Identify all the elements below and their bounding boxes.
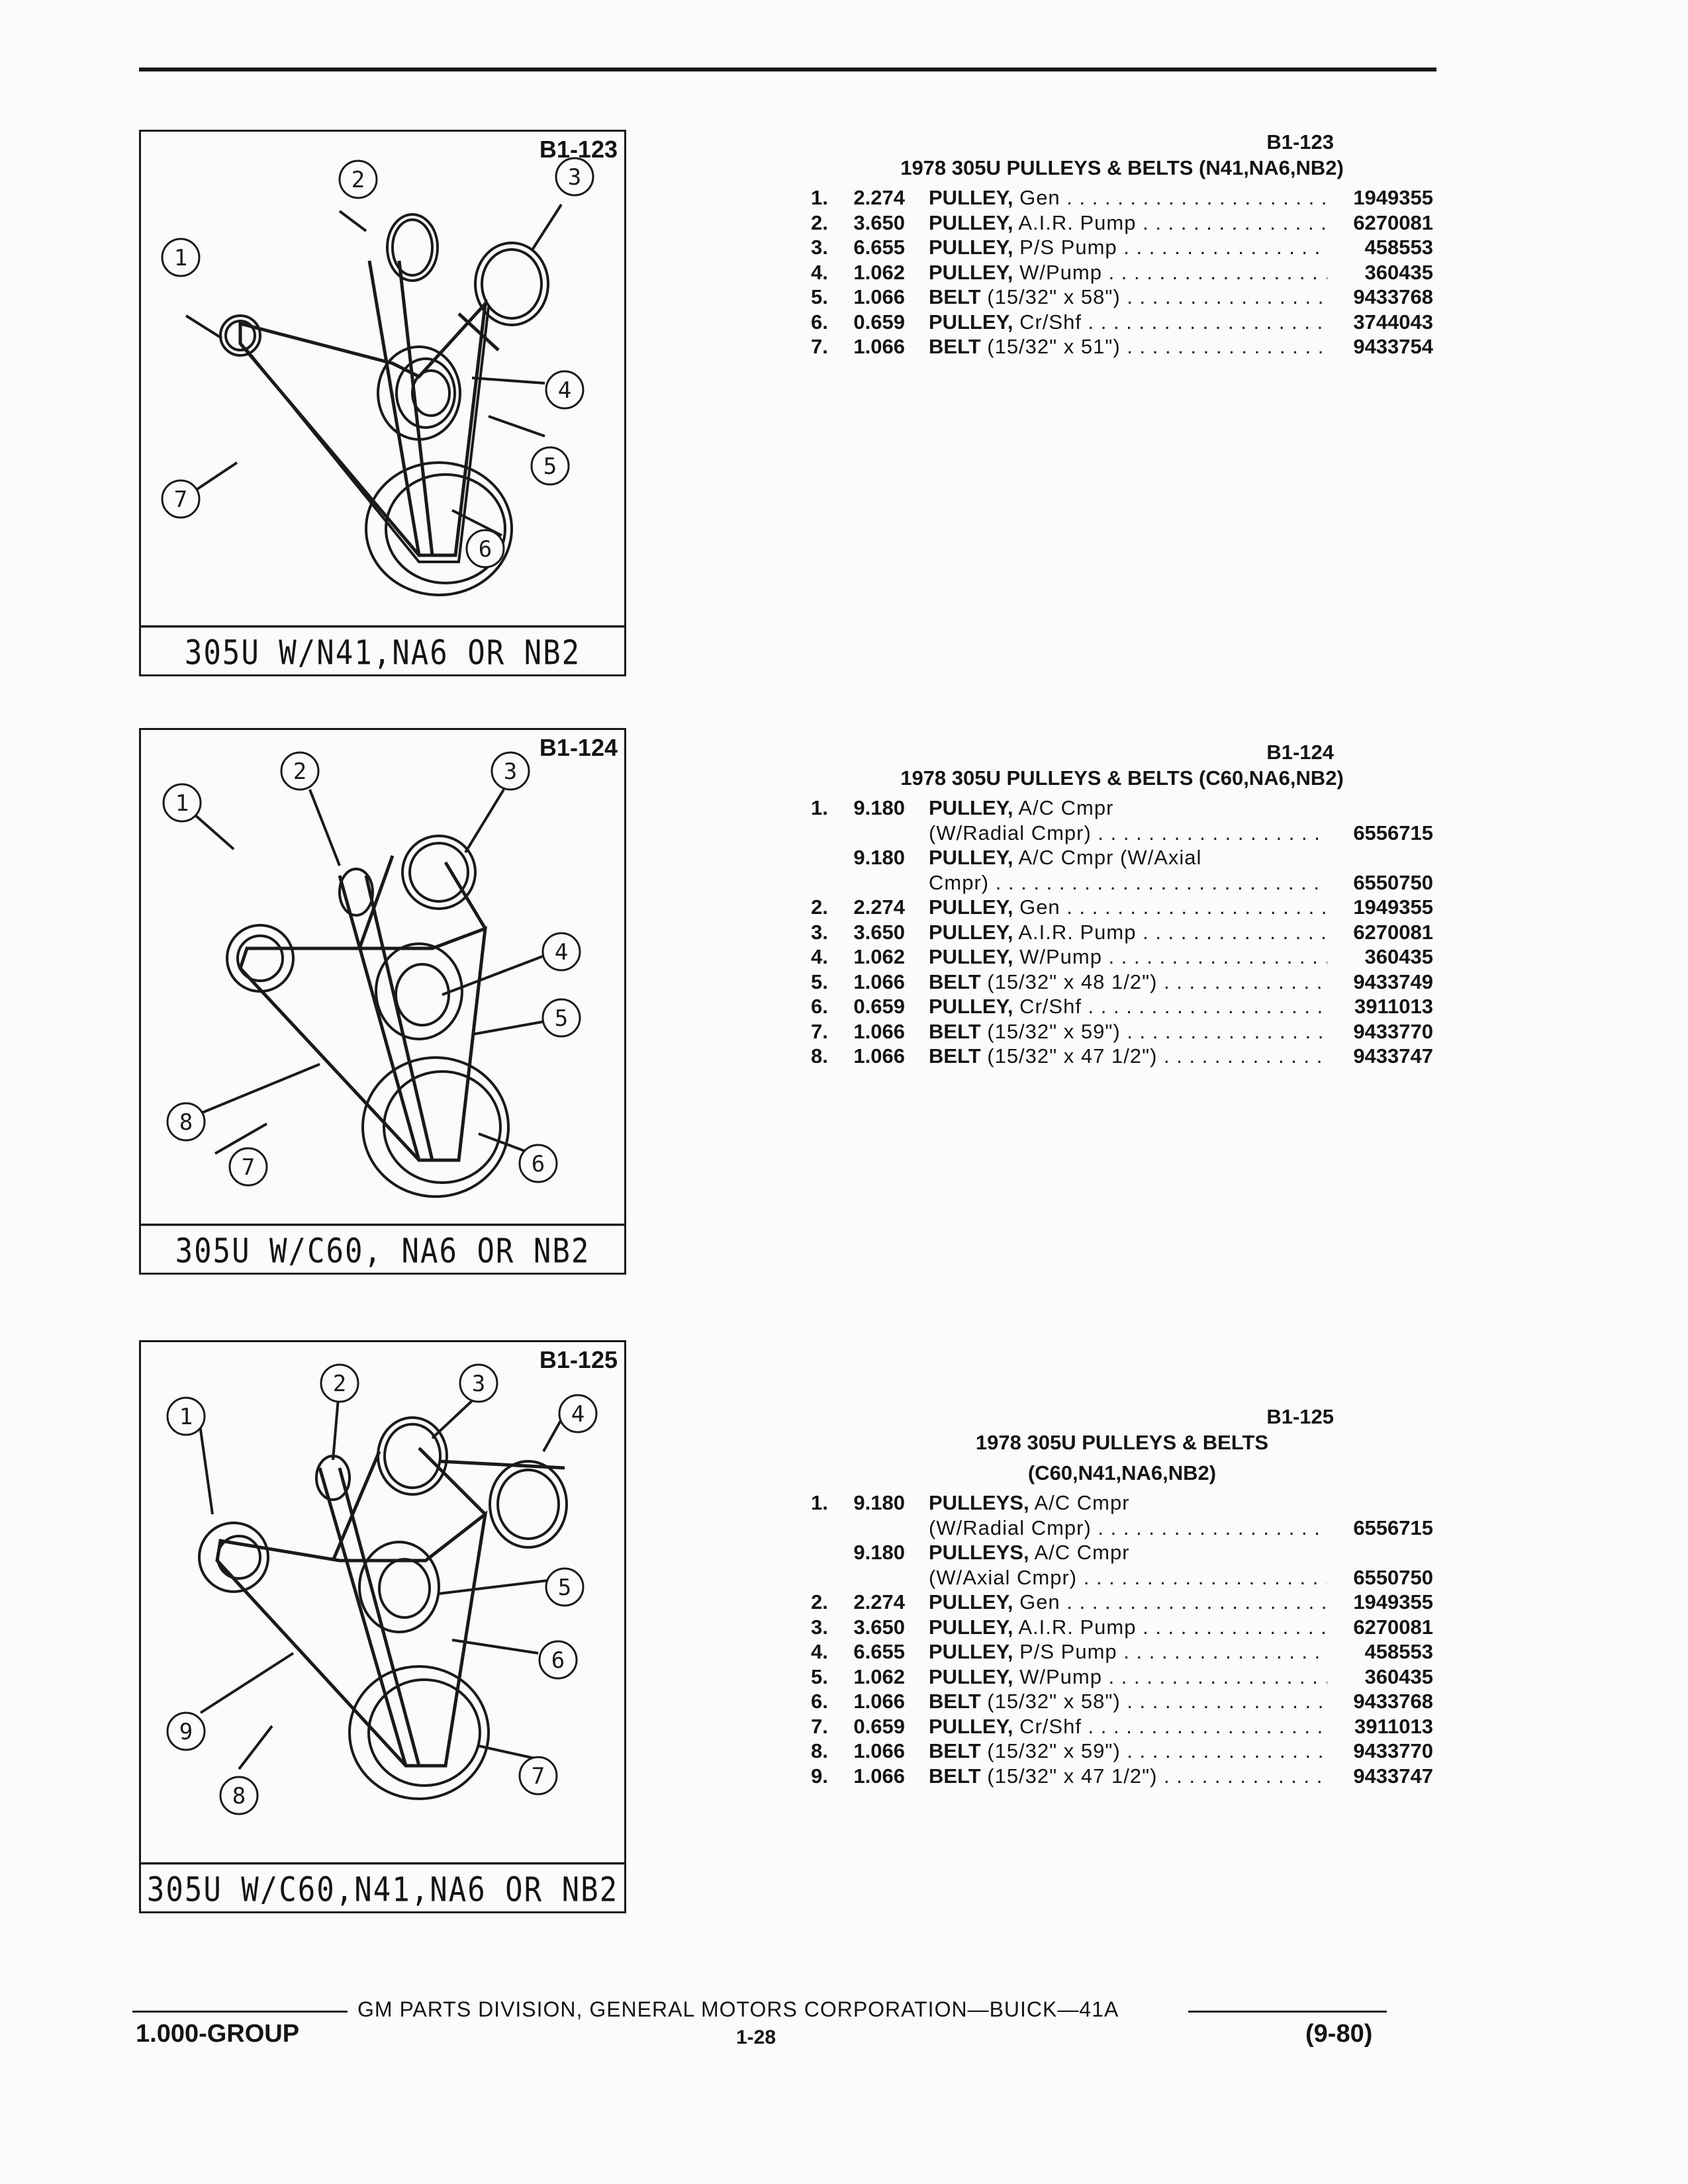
item-detail: A/C Cmpr (W/Axial [1013,846,1202,869]
item-group-number: 1.062 [853,1664,905,1688]
item-description [929,235,1327,260]
callout-7: 7 [531,1763,545,1790]
callout-4: 4 [554,939,569,966]
figure-id: B1-124 [539,734,618,761]
parts-row [811,920,1433,945]
item-label: PULLEY, [929,1664,1013,1688]
item-group-number: 1.066 [853,1019,905,1043]
item-group-number: 6.655 [853,1640,905,1663]
callout-4: 4 [557,377,572,404]
item-part-number: 9433747 [1353,1044,1433,1068]
item-detail: (15/32" x 47 1/2") [980,1044,1158,1068]
pulley-diagram-b1-125 [141,1342,624,1865]
parts-row [811,235,1433,260]
parts-row [811,944,1433,970]
item-group-number: 3.650 [853,210,905,234]
item-number: 8. [811,1044,828,1068]
item-detail: W/Pump [1013,1664,1102,1688]
parts-row [811,1590,1433,1615]
item-label: PULLEY, [929,1640,1013,1663]
item-description [929,1516,1327,1541]
item-description [929,994,1327,1019]
item-description [929,970,1327,995]
item-group-number: 0.659 [853,1714,905,1738]
item-group-number: 3.650 [853,1615,905,1639]
parts-row [811,1044,1433,1069]
item-detail: Gen [1013,186,1060,209]
item-number: 1. [811,1491,828,1514]
callout-6: 6 [478,536,492,563]
item-detail: A.I.R. Pump [1013,920,1137,944]
parts-row [811,260,1433,285]
item-label: BELT [929,335,981,358]
parts-row [811,1739,1433,1764]
parts-row [811,285,1433,310]
item-detail: A.I.R. Pump [1013,210,1137,234]
item-number: 3. [811,236,828,259]
item-label: BELT [929,1019,981,1043]
item-detail: A.I.R. Pump [1013,1615,1137,1639]
item-number: 4. [811,1640,828,1663]
item-label: BELT [929,970,981,993]
item-description [929,310,1327,335]
item-label: PULLEY, [929,210,1013,234]
pulley-diagram-b1-124 [141,730,624,1226]
parts-row [811,1565,1433,1590]
item-group-number: 1.062 [853,945,905,968]
parts-row [811,1689,1433,1714]
item-number: 2. [811,1590,828,1614]
item-number: 6. [811,995,828,1018]
item-label: PULLEYS, [929,1491,1029,1514]
item-label: PULLEYS, [929,1541,1029,1564]
item-detail: A/C Cmpr [1013,796,1114,819]
figure-caption: 305U W/C60, NA6 OR NB2 [141,1224,624,1276]
item-number: 4. [811,945,828,968]
callout-5: 5 [543,453,557,480]
item-part-number: 9433770 [1353,1739,1433,1762]
item-part-number: 3744043 [1353,310,1433,334]
section-id: B1-124 [1266,741,1334,764]
callout-7: 7 [241,1154,256,1181]
item-description [929,1590,1327,1615]
item-group-number: 2.274 [853,1590,905,1614]
item-number: 1. [811,186,828,209]
item-number: 3. [811,1615,828,1639]
item-detail: (15/32" x 58") [980,1690,1121,1713]
item-description [929,796,1327,821]
figure-caption: 305U W/C60,N41,NA6 OR NB2 [141,1862,624,1915]
item-label: PULLEY, [929,236,1013,259]
callout-8: 8 [179,1109,193,1136]
item-description [929,1490,1327,1516]
item-label: BELT [929,1690,981,1713]
callout-6: 6 [531,1151,545,1177]
callout-3: 3 [503,758,518,785]
item-description [929,210,1327,236]
item-part-number: 6270081 [1353,920,1433,944]
parts-row [811,310,1433,335]
item-label: PULLEY, [929,310,1013,334]
parts-row [811,1639,1433,1664]
item-detail: P/S Pump [1013,1640,1117,1663]
item-group-number: 0.659 [853,995,905,1018]
item-part-number: 6270081 [1353,210,1433,234]
item-label: PULLEY, [929,260,1013,284]
callout-5: 5 [554,1005,569,1032]
item-number: 5. [811,285,828,308]
parts-row [811,1714,1433,1739]
item-detail: (15/32" x 48 1/2") [980,970,1158,993]
parts-row [811,1490,1433,1516]
parts-row [811,1540,1433,1565]
section-id: B1-123 [1266,130,1334,154]
item-group-number: 9.180 [853,846,905,869]
item-detail: A/C Cmpr [1029,1491,1130,1514]
item-detail: (15/32" x 58") [980,285,1121,308]
item-part-number: 360435 [1364,945,1433,968]
item-detail: Gen [1013,1590,1060,1614]
item-number: 5. [811,970,828,993]
figure-b1-124 [139,728,626,1275]
item-number: 1. [811,796,828,819]
item-part-number: 9433768 [1353,1690,1433,1713]
item-description [929,920,1327,945]
footer-page-number: 1-28 [736,2026,776,2048]
section-id: B1-125 [1266,1405,1334,1428]
callout-2: 2 [351,167,365,193]
item-description [929,260,1327,285]
callout-6: 6 [551,1647,565,1674]
item-group-number: 1.066 [853,285,905,308]
item-part-number: 6550750 [1353,1565,1433,1589]
item-label: PULLEY, [929,995,1013,1018]
item-detail: Cr/Shf [1013,1714,1082,1738]
item-description [929,1689,1327,1714]
callout-1: 1 [175,790,189,817]
item-label: BELT [929,1739,981,1762]
item-detail: Cr/Shf [1013,310,1082,334]
item-number: 2. [811,895,828,919]
item-number: 5. [811,1664,828,1688]
item-group-number: 2.274 [853,895,905,919]
callout-4: 4 [571,1401,585,1428]
parts-row [811,1764,1433,1789]
parts-row [811,994,1433,1019]
section-title: 1978 305U PULLEYS & BELTS (C60,NA6,NB2) [900,766,1344,790]
item-part-number: 6556715 [1353,1516,1433,1539]
item-number: 6. [811,310,828,334]
item-number: 7. [811,1714,828,1738]
figure-b1-125 [139,1340,626,1913]
item-description [929,1615,1327,1640]
callout-7: 7 [173,486,188,513]
item-detail: (W/Axial Cmpr) [929,1565,1078,1589]
item-label: PULLEY, [929,945,1013,968]
item-label: BELT [929,1764,981,1788]
callout-3: 3 [471,1371,486,1397]
item-group-number: 0.659 [853,310,905,334]
footer-date: (9-80) [1305,2020,1373,2048]
item-description [929,870,1327,895]
callout-8: 8 [232,1783,246,1809]
item-part-number: 9433749 [1353,970,1433,993]
item-description [929,821,1327,846]
section-subtitle: (C60,N41,NA6,NB2) [1027,1461,1217,1484]
item-group-number: 1.066 [853,1044,905,1068]
item-label: BELT [929,285,981,308]
item-group-number: 6.655 [853,236,905,259]
item-number: 4. [811,260,828,284]
item-description [929,895,1327,920]
item-number: 6. [811,1690,828,1713]
item-description [929,334,1327,359]
item-part-number: 1949355 [1353,895,1433,919]
parts-list-b1-124 [811,740,1433,1069]
item-label: BELT [929,1044,981,1068]
item-description [929,1019,1327,1044]
item-part-number: 6556715 [1353,821,1433,844]
parts-row [811,845,1433,870]
item-label: PULLEY, [929,1590,1013,1614]
item-description [929,1764,1327,1789]
figure-b1-123 [139,130,626,676]
callout-2: 2 [332,1371,347,1397]
parts-row [811,334,1433,359]
item-part-number: 6270081 [1353,1615,1433,1639]
item-group-number: 1.066 [853,1764,905,1788]
item-label: PULLEY, [929,796,1013,819]
item-number: 9. [811,1764,828,1788]
parts-row [811,1664,1433,1690]
item-description [929,944,1327,970]
item-group-number: 1.066 [853,335,905,358]
callout-9: 9 [179,1719,193,1745]
figure-caption: 305U W/N41,NA6 OR NB2 [141,625,624,678]
item-part-number: 360435 [1364,1664,1433,1688]
item-detail: (W/Radial Cmpr) [929,1516,1092,1539]
footer-group: 1.000-GROUP [136,2020,300,2048]
item-group-number: 2.274 [853,186,905,209]
item-label: PULLEY, [929,846,1013,869]
item-part-number: 9433768 [1353,285,1433,308]
item-label: PULLEY, [929,1714,1013,1738]
parts-row [811,210,1433,236]
item-description [929,1714,1327,1739]
item-detail: P/S Pump [1013,236,1117,259]
item-group-number: 1.066 [853,970,905,993]
item-group-number: 9.180 [853,1541,905,1564]
item-label: PULLEY, [929,1615,1013,1639]
callout-5: 5 [557,1574,572,1601]
figure-id: B1-123 [539,136,618,163]
section-title: 1978 305U PULLEYS & BELTS (N41,NA6,NB2) [900,156,1344,179]
item-part-number: 1949355 [1353,1590,1433,1614]
item-part-number: 9433770 [1353,1019,1433,1043]
parts-row [811,796,1433,821]
figure-id: B1-125 [539,1346,618,1373]
parts-row [811,895,1433,920]
item-detail: (15/32" x 59") [980,1019,1121,1043]
item-detail: Cr/Shf [1013,995,1082,1018]
item-number: 7. [811,335,828,358]
item-group-number: 1.066 [853,1690,905,1713]
item-label: PULLEY, [929,895,1013,919]
footer-rule-right [1188,2011,1387,2013]
footer-rule-left [132,2011,348,2013]
item-number: 3. [811,920,828,944]
section-title: 1978 305U PULLEYS & BELTS [975,1431,1269,1454]
item-group-number: 9.180 [853,1491,905,1514]
parts-list-b1-125 [811,1404,1433,1788]
callout-1: 1 [179,1404,193,1430]
item-number: 2. [811,210,828,234]
item-detail: (15/32" x 59") [980,1739,1121,1762]
item-part-number: 3911013 [1354,995,1433,1018]
item-number: 8. [811,1739,828,1762]
item-part-number: 3911013 [1354,1714,1433,1738]
item-part-number: 458553 [1364,1640,1433,1663]
item-group-number: 1.062 [853,260,905,284]
item-label: PULLEY, [929,186,1013,209]
pulley-diagram-b1-123 [141,132,624,628]
footer-publisher: GM PARTS DIVISION, GENERAL MOTORS CORPORATION—BUICK—41A [357,1997,1119,2021]
item-description [929,1739,1327,1764]
item-detail: (15/32" x 47 1/2") [980,1764,1158,1788]
item-description [929,285,1327,310]
item-description [929,1664,1327,1690]
item-detail: W/Pump [1013,260,1102,284]
item-description [929,1540,1327,1565]
item-description [929,845,1327,870]
item-group-number: 1.066 [853,1739,905,1762]
item-detail: Gen [1013,895,1060,919]
item-part-number: 9433754 [1353,335,1433,358]
parts-list-b1-123 [811,130,1433,359]
parts-row [811,870,1433,895]
item-number: 7. [811,1019,828,1043]
callout-1: 1 [173,245,188,271]
item-description [929,1044,1327,1069]
item-group-number: 3.650 [853,920,905,944]
item-description [929,1565,1327,1590]
item-part-number: 1949355 [1353,186,1433,209]
item-part-number: 6550750 [1353,870,1433,894]
item-detail: Cmpr) [929,870,990,894]
parts-row [811,1516,1433,1541]
item-detail: (W/Radial Cmpr) [929,821,1092,844]
item-part-number: 9433747 [1353,1764,1433,1788]
parts-row [811,185,1433,210]
parts-row [811,1615,1433,1640]
item-description [929,185,1327,210]
item-description [929,1639,1327,1664]
parts-row [811,821,1433,846]
callout-2: 2 [293,758,307,785]
parts-row [811,1019,1433,1044]
item-part-number: 458553 [1364,236,1433,259]
callout-3: 3 [567,164,582,191]
top-rule [139,68,1436,71]
item-label: PULLEY, [929,920,1013,944]
item-detail: W/Pump [1013,945,1102,968]
item-detail: A/C Cmpr [1029,1541,1130,1564]
item-part-number: 360435 [1364,260,1433,284]
item-detail: (15/32" x 51") [980,335,1121,358]
parts-row [811,970,1433,995]
item-group-number: 9.180 [853,796,905,819]
